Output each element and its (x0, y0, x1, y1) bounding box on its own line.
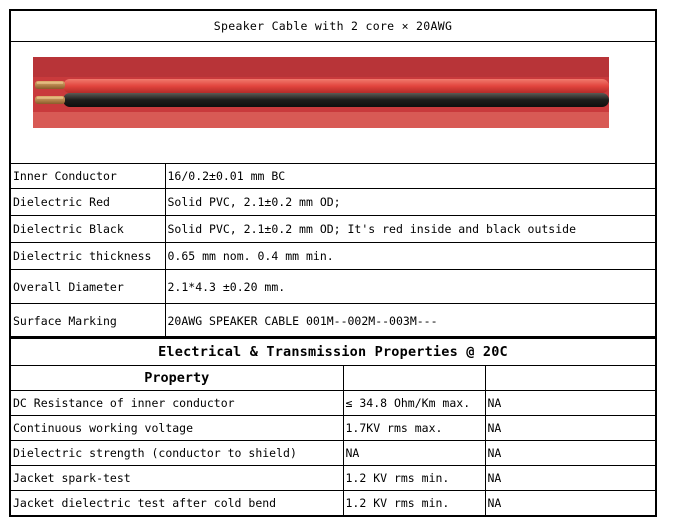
note-cell: NA (485, 466, 656, 491)
note-cell: NA (485, 441, 656, 466)
note-cell: NA (485, 491, 656, 517)
note-cell: NA (485, 416, 656, 441)
property-cell: DC Resistance of inner conductor (10, 391, 343, 416)
note-header (485, 366, 656, 391)
spec-label: Dielectric thickness (10, 243, 165, 270)
value-cell: 1.2 KV rms min. (343, 466, 485, 491)
spec-label: Dielectric Red (10, 189, 165, 216)
spec-value: 0.65 mm nom. 0.4 mm min. (165, 243, 656, 270)
property-header: Property (10, 366, 343, 391)
value-cell: ≤ 34.8 Ohm/Km max. (343, 391, 485, 416)
property-cell: Jacket dielectric test after cold bend (10, 491, 343, 517)
spec-value: 20AWG SPEAKER CABLE 001M--002M--003M--- (165, 304, 656, 339)
property-cell: Continuous working voltage (10, 416, 343, 441)
spec-label: Dielectric Black (10, 216, 165, 243)
value-header (343, 366, 485, 391)
spec-label: Surface Marking (10, 304, 165, 339)
value-cell: 1.7KV rms max. (343, 416, 485, 441)
cable-photo (10, 42, 656, 164)
electrical-table (9, 336, 657, 517)
spec-value: Solid PVC, 2.1±0.2 mm OD; It's red inside and black outside (165, 216, 656, 243)
value-cell: NA (343, 441, 485, 466)
spec-value: 16/0.2±0.01 mm BC (165, 164, 656, 189)
spec-value: 2.1*4.3 ±0.20 mm. (165, 270, 656, 304)
spec-label: Overall Diameter (10, 270, 165, 304)
spec-label: Inner Conductor (10, 164, 165, 189)
table-title: Speaker Cable with 2 core × 20AWG (10, 10, 656, 42)
note-cell: NA (485, 391, 656, 416)
property-cell: Dielectric strength (conductor to shield) (10, 441, 343, 466)
property-cell: Jacket spark-test (10, 466, 343, 491)
cable-photo-icon (11, 42, 656, 160)
value-cell: 1.2 KV rms min. (343, 491, 485, 517)
spec-value: Solid PVC, 2.1±0.2 mm OD; (165, 189, 656, 216)
electrical-heading: Electrical & Transmission Properties @ 20C (10, 337, 656, 366)
spec-table (9, 9, 657, 339)
